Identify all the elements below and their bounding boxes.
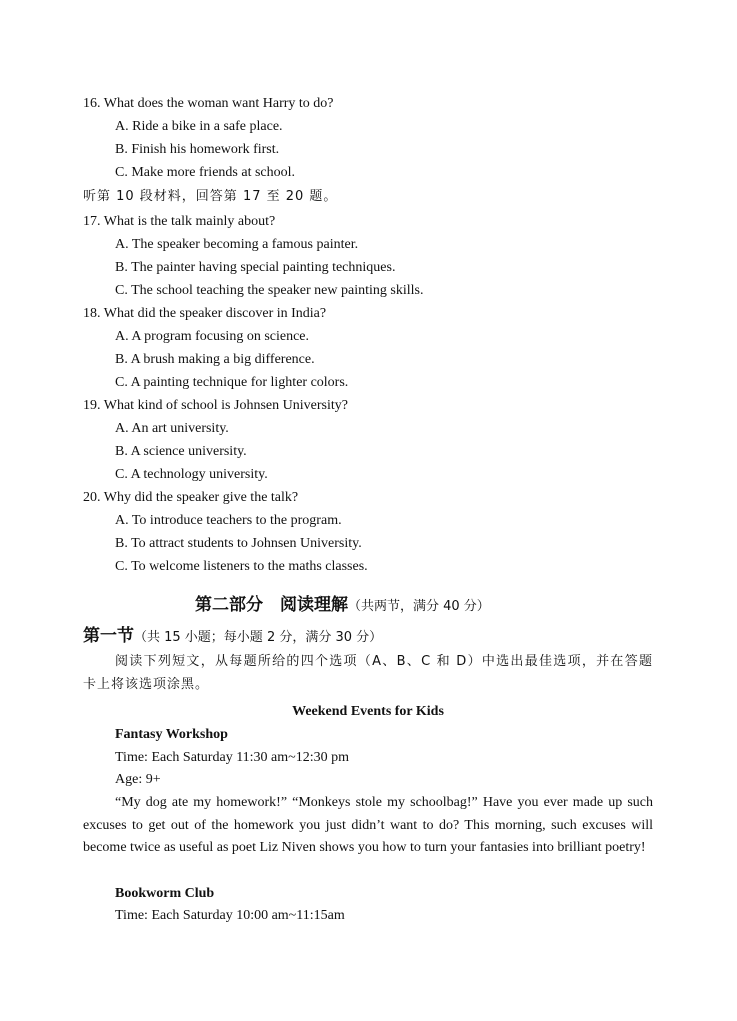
question-19-option-a: A. An art university. (115, 421, 229, 436)
event-1-name: Fantasy Workshop (115, 727, 228, 742)
listening-instruction: 听第 10 段材料，回答第 17 至 20 题。 (83, 189, 338, 204)
passage-title: Weekend Events for Kids (292, 704, 444, 719)
question-20-option-a: A. To introduce teachers to the program. (115, 513, 342, 528)
question-20-option-b: B. To attract students to Johnsen University. (115, 536, 362, 551)
section1-heading (83, 625, 382, 649)
event-2-name: Bookworm Club (115, 886, 215, 901)
question-19-option-c: C. A technology university. (115, 467, 268, 482)
question-16-stem: 16. What does the woman want Harry to do? (83, 96, 334, 111)
question-16-option-c: C. Make more friends at school. (115, 165, 296, 180)
section1-heading-note: （共 15 小题；每小题 2 分，满分 30 分） (134, 630, 383, 645)
question-16-option-a: A. Ride a bike in a safe place. (115, 119, 283, 134)
question-17-stem: 17. What is the talk mainly about? (83, 214, 276, 229)
section1-instruction: 阅读下列短文，从每题所给的四个选项（A、B、C 和 D）中选出最佳选项，并在答题卡上将该选项涂黑。 (83, 654, 653, 692)
event-1-age: Age: 9+ (115, 772, 161, 787)
question-20-option-c: C. To welcome listeners to the maths classes. (115, 559, 368, 574)
question-18-option-b: B. A brush making a big difference. (115, 352, 315, 367)
question-17-option-b: B. The painter having special painting techniques. (115, 260, 396, 275)
part2-heading-note: （共两节，满分 40 分） (348, 599, 490, 614)
question-19-stem: 19. What kind of school is Johnsen University? (83, 398, 348, 413)
question-18-stem: 18. What did the speaker discover in India? (83, 306, 327, 321)
question-18-option-c: C. A painting technique for lighter colors. (115, 375, 349, 390)
event-2-time: Time: Each Saturday 10:00 am~11:15am (115, 908, 345, 923)
question-17-option-a: A. The speaker becoming a famous painter. (115, 237, 359, 252)
question-17-option-c: C. The school teaching the speaker new painting skills. (115, 283, 424, 298)
question-20-stem: 20. Why did the speaker give the talk? (83, 490, 299, 505)
question-19-option-b: B. A science university. (115, 444, 247, 459)
event-1-time: Time: Each Saturday 11:30 am~12:30 pm (115, 750, 350, 765)
part2-heading-text: 第二部分 阅读理解 (195, 595, 348, 615)
event-1-description: “My dog ate my homework!” “Monkeys stole my schoolbag!” Have you ever made up such excuses to get out of the homework you just didn’t want to do? This morning, such excuses will become twice as useful as poet Liz Niven shows you how to turn your fantasies into brilliant poetry! (83, 795, 653, 855)
part2-heading (195, 594, 490, 618)
question-16-option-b: B. Finish his homework first. (115, 142, 280, 157)
section1-heading-text: 第一节 (83, 626, 134, 646)
question-18-option-a: A. A program focusing on science. (115, 329, 310, 344)
